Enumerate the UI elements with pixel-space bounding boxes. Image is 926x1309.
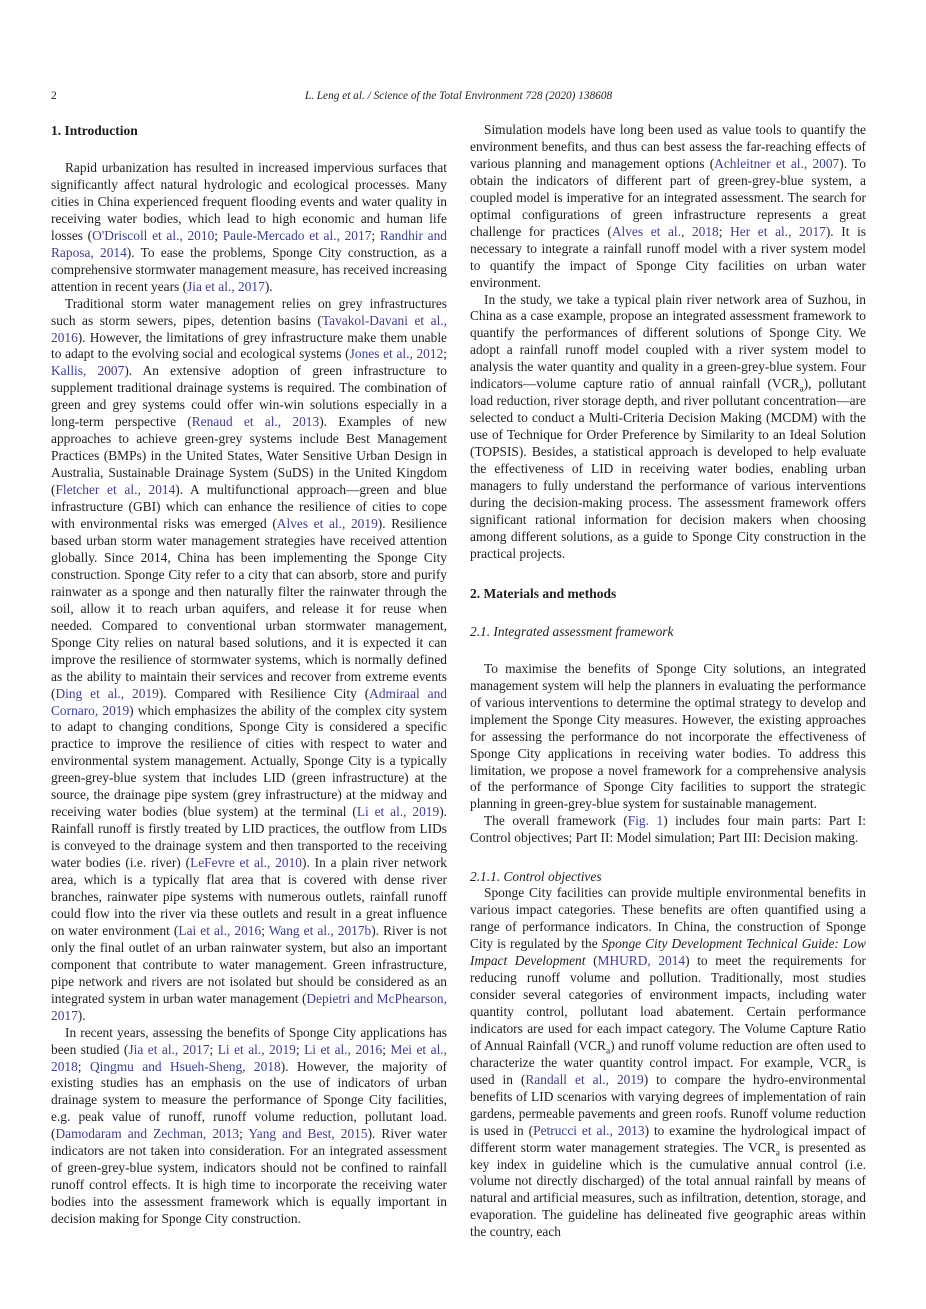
page-body	[51, 122, 866, 1241]
citation-link[interactable]: Ding et al., 2019	[55, 685, 159, 701]
citation-link[interactable]: Kallis, 2007	[51, 363, 125, 379]
citation-link[interactable]: Mei et al., 2018	[51, 1041, 447, 1074]
citation-link[interactable]: Randhir and Raposa, 2014	[51, 227, 447, 260]
citation-link[interactable]: Her et al., 2017	[730, 223, 826, 239]
subscript: a	[605, 1046, 611, 1057]
right-column	[470, 122, 866, 1241]
citation-link[interactable]: Alves et al., 2018	[611, 223, 719, 239]
citation-link[interactable]: Alves et al., 2019	[276, 516, 378, 532]
citation-link[interactable]: Lai et al., 2016	[178, 922, 262, 938]
citation-link[interactable]: Jia et al., 2017	[128, 1041, 210, 1057]
paragraph: Traditional storm water management relies on grey infrastructures such as storm sewers, pipes, detention basins (Tavakol-Davani et al., 2016). However, the limitations of grey infrastructure make them unable to adapt to the evolving social and ecological systems (Jones et al., 2012; Kallis, 2007). An extensive adoption of green infrastructure to supplement traditional drainage systems is required. The combination of green and grey systems could offer win-win solutions especially in a long-term perspective (Renaud et al., 2013). Examples of new approaches to achieve green-grey systems include Best Management Practices (BMPs) in the United States, Water Sensitive Urban Design in Australia, Sustainable Drainage System (SuDS) in the United Kingdom (Fletcher et al., 2014). A multifunctional approach—green and blue infrastructure (GBI) which can enhance the resilience of cities to cope with environmental risks was emerged (Alves et al., 2019). Resilience based urban storm water management strategies have received attention globally. Since 2014, China has been implementing the Sponge City construction. Sponge City refer to a city that can absorb, store and purify rainwater as a sponge and then naturally filter the rainwater through the soil, allow it to reach urban aquifers, and release it for reuse when needed. Compared to conventional urban stormwater management, Sponge City relies on natural based solutions, and it is expected it can improve the resilience of stormwater systems, which is normally defined as the ability to maintain their services and recover from extreme events (Ding et al., 2019). Compared with Resilience City (Admiraal and Cornaro, 2019) which emphasizes the ability of the complex city system to adapt to changing conditions, Sponge City is considered a specific practice to improve the resilience of cities with respect to water and environmental system management. Actually, Sponge City is a typically green-grey-blue system that includes LID (green infrastructure) at the source, the drainage pipe system (grey infrastructure) at the midway and receiving water bodies (blue system) at the terminal (Li et al., 2019). Rainfall runoff is firstly treated by LID practices, the outflow from LIDs is conveyed to the drainage system and then transported to the receiving water bodies (i.e. river) (LeFevre et al., 2010). In a plain river network area, which is a typically flat area that is covered with dense river branches, rainwater pipe systems with numerous outlets, rainfall runoff could flow into the river via these outlets and result in a great influence on water environment (Lai et al., 2016; Wang et al., 2017b). River is not only the final outlet of an urban rainwater system, but also an important component that contribute to water management. Green infrastructure, pipe network and rivers are not isolated but should be considered as an integrated system in urban water management (Depietri and McPhearson, 2017).	[51, 295, 447, 1023]
journal-citation-line: L. Leng et al. / Science of the Total Environment 728 (2020) 138608	[304, 90, 613, 102]
page-number: 2	[51, 90, 57, 102]
citation-link[interactable]: Petrucci et al., 2013	[533, 1122, 645, 1138]
citation-link[interactable]: Renaud et al., 2013	[191, 414, 320, 430]
paragraph: To maximise the benefits of Sponge City solutions, an integrated management system will help the planners in evaluating the performance of various interventions to determine the optimal strategy to develop and implement the Sponge City measures. However, the existing approaches for assessing the performance do not incorporate the effectiveness of Sponge City applications in receiving water bodies. To address this limitation, we propose a novel framework for a comprehensive analysis of the performance of Sponge City facilities to support the strategic planning in green-grey-blue system for sustainable management.	[470, 660, 866, 812]
paragraph: The overall framework (Fig. 1) includes four main parts: Part I: Control objectives; Part II: Model simulation; Part III: Decision making.	[470, 813, 866, 846]
paragraph: Rapid urbanization has resulted in increased impervious surfaces that significantly affect natural hydrologic and ecological processes. Many cities in China experienced frequent flooding events and water quality in receiving water bodies, which lead to high economic and human life losses (O'Driscoll et al., 2010; Paule-Mercado et al., 2017; Randhir and Raposa, 2014). To ease the problems, Sponge City construction, as a comprehensive stormwater management measure, has received increasing attention in recent years (Jia et al., 2017).	[51, 160, 447, 294]
citation-link[interactable]: Yang and Best, 2015	[248, 1126, 368, 1142]
paragraph: In the study, we take a typical plain river network area of Suzhou, in China as a case example, propose an integrated assessment framework to quantify the performances of different solutions of Sponge City. We adopt a rainfall runoff model coupled with a river system model to analysis the water quantity and quality in a green-grey-blue system. Four indicators—volume capture ratio of annual rainfall $(VCR_a)$, pollutant load reduction, river storage depth, and river pollutant concentration—are selected to conduct a Multi-Criteria Decision Making (MCDM) with the use of Technique for Order Preference by Similarity to an Ideal Solution (TOPSIS). Besides, a statistical approach is developed to help evaluate the effectiveness of LID in receiving water bodies, enabling urban managers to fully understand the performance of various interventions during the decision-making process. The assessment framework offers significant rational information for decision makers when choosing among different solutions, as a guide to Sponge City construction in the practical projects.	[470, 291, 866, 561]
subscript: a	[799, 384, 804, 395]
citation-link[interactable]: MHURD, 2014	[597, 953, 686, 969]
citation-link[interactable]: Damodaram and Zechman, 2013	[55, 1126, 240, 1142]
citation-link[interactable]: Wang et al., 2017b	[268, 922, 372, 938]
citation-link[interactable]: Fletcher et al., 2014	[55, 482, 176, 498]
subsection-heading: 2.1.1. Control objectives	[470, 869, 602, 885]
left-column	[51, 122, 447, 1241]
section-heading: 1. Introduction	[51, 123, 138, 138]
citation-link[interactable]: Jones et al., 2012	[349, 346, 444, 362]
citation-link[interactable]: Tavakol-Davani et al., 2016	[51, 312, 447, 345]
citation-link[interactable]: Admiraal and Cornaro, 2019	[51, 685, 447, 718]
subscript: a	[846, 1063, 851, 1074]
citation-link[interactable]: Li et al., 2019	[217, 1041, 296, 1057]
paragraph: Sponge City facilities can provide multiple environmental benefits in various impact categories. These benefits are often quantified using a range of performance indicators. In China, the construction of Sponge City is regulated by the Sponge City Development Technical Guide: Low Impact Development (MHURD, 2014) to meet the requirements for reducing runoff volume and pollution. Traditionally, most studies consider several categories of environment impacts, including water quantity control, pollutant load abatement. Certain performance indicators are used for each impact category. The Volume Capture Ratio of Annual Rainfall $(VCR_a)$ and runoff volume reduction are often used to characterize the water quantity control impact. For example, $VCR_a$ is used in (Randall et al., 2019) to compare the hydro-environmental benefits of LID scenarios with varying degrees of implementation of rain gardens, permeable pavements and green roofs. Runoff volume reduction is used in (Petrucci et al., 2013) to examine the hydrological impact of different storm water management strategies. The $VCR_a$ is presented as key index in guideline which is the cumulative annual control (i.e. volume not directly discharged) of the total annual rainfall by means of natural and artificial measures, such as infiltration, detention, storage, and evaporation. The guideline has delineated five geographic areas within the country, each	[470, 885, 867, 1240]
paragraph: In recent years, assessing the benefits of Sponge City applications has been studied (Jia et al., 2017; Li et al., 2019; Li et al., 2016; Mei et al., 2018; Qingmu and Hsueh-Sheng, 2018). However, the majority of existing studies has an emphasis on the use of indicators of urban drainage system to measure the performance of Sponge City facilities, e.g. peak value of runoff, runoff volume reduction, pollutant load. (Damodaram and Zechman, 2013; Yang and Best, 2015). River water indicators are not taken into consideration. For an integrated assessment of green-grey-blue system, indicators should not be confined to rainfall runoff control effects. It is high time to incorporate the receiving water bodies into the assessment framework which is equally important in decision making for Sponge City construction.	[51, 1024, 447, 1227]
citation-link[interactable]: Qingmu and Hsueh-Sheng, 2018	[89, 1058, 281, 1074]
citation-link[interactable]: Paule-Mercado et al., 2017	[222, 227, 372, 243]
citation-link[interactable]: Achleitner et al., 2007	[714, 155, 840, 171]
citation-link[interactable]: Fig. 1	[627, 813, 664, 829]
section-heading: 2. Materials and methods	[470, 585, 617, 601]
running-header	[51, 90, 866, 103]
citation-link[interactable]: Li et al., 2019	[356, 804, 440, 820]
subsection-heading: 2.1. Integrated assessment framework	[470, 623, 674, 639]
citation-link[interactable]: O'Driscoll et al., 2010	[92, 227, 215, 243]
italic-phrase: Sponge City Development Technical Guide: Low Impact Development	[470, 936, 866, 969]
citation-link[interactable]: Li et al., 2016	[304, 1041, 383, 1057]
citation-link[interactable]: Jia et al., 2017	[187, 278, 265, 294]
citation-link[interactable]: LeFevre et al., 2010	[190, 855, 302, 871]
paragraph: Simulation models have long been used as value tools to quantify the environment benefits, and thus can best assess the far-reaching effects of various planning and management options (Achleitner et al., 2007). To obtain the indicators of different part of green-grey-blue system, a coupled model is imperative for an integrated assessment. The search for optimal configurations of green infrastructure represents a great challenge for practices (Alves et al., 2018; Her et al., 2017). It is necessary to integrate a rainfall runoff model with a river system model to quantify the impact of Sponge City facilities on urban water environment.	[470, 122, 867, 290]
citation-link[interactable]: Randall et al., 2019	[525, 1071, 644, 1087]
subscript: a	[775, 1148, 780, 1159]
citation-link[interactable]: Depietri and McPhearson, 2017	[51, 990, 447, 1023]
